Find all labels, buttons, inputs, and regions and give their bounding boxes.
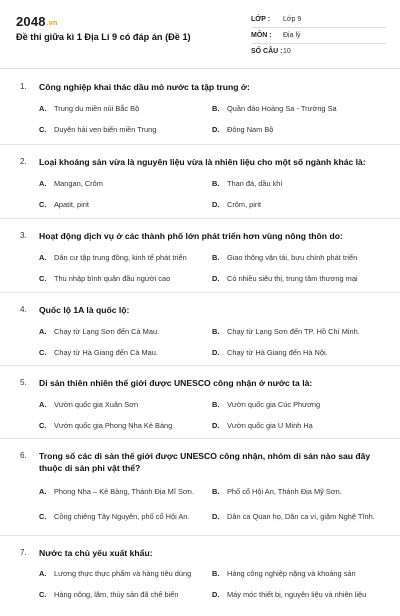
option-text: Duyên hải ven biển miền Trung bbox=[54, 125, 157, 134]
option-text: Phong Nha – Kẻ Bàng, Thánh Địa Mĩ Sơn. bbox=[54, 487, 194, 496]
option-letter: D. bbox=[212, 421, 220, 430]
question-number: 7. bbox=[20, 548, 27, 557]
option-letter: D. bbox=[212, 590, 220, 599]
option-text: Apatit, pirit bbox=[54, 200, 89, 209]
option-a[interactable] bbox=[39, 327, 214, 337]
meta-row-subject bbox=[251, 28, 386, 44]
option-text: Than đá, dầu khí bbox=[227, 179, 283, 188]
option-letter: D. bbox=[212, 200, 220, 209]
option-b[interactable] bbox=[212, 569, 387, 579]
option-d[interactable] bbox=[212, 421, 387, 431]
meta-value: 10 bbox=[283, 48, 291, 55]
option-a[interactable] bbox=[39, 253, 214, 263]
question-7 bbox=[0, 536, 400, 616]
option-b[interactable] bbox=[212, 400, 387, 410]
option-letter: B. bbox=[212, 487, 220, 496]
option-letter: B. bbox=[212, 253, 220, 262]
question-number: 1. bbox=[20, 82, 27, 91]
option-text: Vườn quốc gia Cúc Phương bbox=[227, 400, 321, 409]
option-b[interactable] bbox=[212, 253, 387, 263]
site-logo[interactable] bbox=[16, 14, 57, 29]
option-text: Có nhiều siêu thị, trung tâm thương mại bbox=[227, 274, 358, 283]
option-text: Vườn quốc gia U Minh Hạ bbox=[227, 421, 313, 430]
option-d[interactable] bbox=[212, 506, 377, 528]
meta-row-class bbox=[251, 12, 386, 28]
option-text: Mangan, Crôm bbox=[54, 179, 103, 188]
option-letter: C. bbox=[39, 512, 47, 521]
option-text: Chạy từ Lạng Sơn đến Cà Mau. bbox=[54, 327, 160, 336]
option-text: Đông Nam Bộ bbox=[227, 125, 274, 134]
option-letter: A. bbox=[39, 179, 47, 188]
question-text: Quốc lộ 1A là quốc lộ: bbox=[39, 305, 130, 315]
question-5 bbox=[0, 366, 400, 439]
option-c[interactable] bbox=[39, 200, 214, 210]
option-text: Chạy từ Lạng Sơn đến TP. Hồ Chí Minh. bbox=[227, 327, 360, 336]
option-letter: A. bbox=[39, 104, 47, 113]
option-letter: A. bbox=[39, 487, 47, 496]
option-text: Hàng nông, lâm, thủy sản đã chế biến bbox=[54, 590, 179, 599]
option-b[interactable] bbox=[212, 487, 387, 497]
question-number: 3. bbox=[20, 231, 27, 240]
option-letter: C. bbox=[39, 590, 47, 599]
option-letter: D. bbox=[212, 125, 220, 134]
question-text: Công nghiệp khai thác dầu mỏ nước ta tập trung ở: bbox=[39, 82, 250, 92]
option-text: Giao thông vận tải, bưu chính phát triển bbox=[227, 253, 358, 262]
logo-suffix: .vn bbox=[46, 20, 58, 27]
option-c[interactable] bbox=[39, 125, 214, 135]
option-d[interactable] bbox=[212, 200, 387, 210]
option-letter: B. bbox=[212, 179, 220, 188]
meta-label: LỚP : bbox=[251, 16, 271, 23]
option-letter: B. bbox=[212, 400, 220, 409]
question-number: 6. bbox=[20, 451, 27, 460]
question-1 bbox=[0, 70, 400, 145]
option-text: Chạy từ Hà Giang đến Cà Mau. bbox=[54, 348, 158, 357]
option-text: Máy móc thiết bị, nguyên liệu và nhiên liệu bbox=[227, 590, 367, 599]
option-c[interactable] bbox=[39, 421, 214, 431]
option-b[interactable] bbox=[212, 179, 387, 189]
question-4 bbox=[0, 293, 400, 366]
meta-value: Lớp 9 bbox=[283, 16, 302, 23]
option-text: Trung du miền núi Bắc Bộ bbox=[54, 104, 140, 113]
option-letter: C. bbox=[39, 348, 47, 357]
meta-label: MÔN : bbox=[251, 32, 272, 39]
meta-label: SỐ CÂU : bbox=[251, 48, 283, 55]
question-text: Loại khoáng sản vừa là nguyên liệu vừa là nhiên liệu cho một số ngành khác là: bbox=[39, 157, 366, 167]
question-text: Di sản thiên nhiên thế giới được UNESCO công nhận ở nước ta là: bbox=[39, 378, 313, 388]
option-text: Dân ca Quan họ, Dân ca ví, giặm Nghệ Tĩnh. bbox=[227, 512, 375, 521]
option-d[interactable] bbox=[212, 590, 387, 600]
option-letter: B. bbox=[212, 104, 220, 113]
option-text: Quần đảo Hoàng Sa - Trường Sa bbox=[227, 104, 337, 113]
option-letter: D. bbox=[212, 512, 220, 521]
question-text: Nước ta chủ yếu xuất khẩu: bbox=[39, 548, 153, 558]
exam-title: Đề thi giữa kì 1 Địa Lí 9 có đáp án (Đề 1) bbox=[16, 32, 191, 42]
question-number: 2. bbox=[20, 157, 27, 166]
option-letter: B. bbox=[212, 327, 220, 336]
exam-meta-table bbox=[251, 12, 386, 59]
option-text: Vườn quốc gia Xuân Sơn bbox=[54, 400, 139, 409]
option-letter: C. bbox=[39, 200, 47, 209]
question-3 bbox=[0, 219, 400, 293]
option-text: Vườn quốc gia Phong Nha Kẻ Bàng bbox=[54, 421, 173, 430]
option-a[interactable] bbox=[39, 487, 214, 497]
option-text: Crôm, pirit bbox=[227, 200, 262, 209]
option-text: Hàng công nghiệp nặng và khoáng sản bbox=[227, 569, 356, 578]
question-text: Trong số các di sản thế giới được UNESCO công nhận, nhóm di sản nào sau đây thuộc di sản phi vật thể? bbox=[39, 451, 371, 473]
option-text: Phố cổ Hội An, Thánh Địa Mỹ Sơn. bbox=[227, 487, 342, 496]
option-text: Dân cư tập trung đông, kinh tế phát triển bbox=[54, 253, 187, 262]
option-c[interactable] bbox=[39, 274, 214, 284]
option-a[interactable] bbox=[39, 179, 214, 189]
option-letter: B. bbox=[212, 569, 220, 578]
option-b[interactable] bbox=[212, 327, 387, 337]
option-letter: A. bbox=[39, 253, 47, 262]
question-text: Hoạt động dịch vụ ở các thành phố lớn phát triển hơn vùng nông thôn do: bbox=[39, 231, 343, 241]
question-number: 4. bbox=[20, 305, 27, 314]
option-letter: D. bbox=[212, 274, 220, 283]
option-c[interactable] bbox=[39, 348, 214, 358]
question-6 bbox=[0, 439, 400, 536]
option-text: Thu nhập bình quân đầu người cao bbox=[54, 274, 171, 283]
question-number: 5. bbox=[20, 378, 27, 387]
option-c[interactable] bbox=[39, 590, 214, 600]
option-a[interactable] bbox=[39, 569, 214, 579]
question-list bbox=[0, 70, 400, 616]
question-2 bbox=[0, 145, 400, 219]
option-letter: A. bbox=[39, 569, 47, 578]
meta-value: Địa lý bbox=[283, 32, 301, 39]
logo-main: 2048 bbox=[16, 14, 46, 29]
option-text: Cồng chiêng Tây Nguyên, phố cổ Hội An. bbox=[54, 512, 190, 521]
option-d[interactable] bbox=[212, 348, 387, 358]
option-letter: D. bbox=[212, 348, 220, 357]
option-text: Chạy từ Hà Giang đến Hà Nội. bbox=[227, 348, 328, 357]
option-d[interactable] bbox=[212, 125, 387, 135]
option-text: Lương thực thực phẩm và hàng tiêu dùng bbox=[54, 569, 192, 578]
option-letter: C. bbox=[39, 125, 47, 134]
option-letter: C. bbox=[39, 421, 47, 430]
option-letter: C. bbox=[39, 274, 47, 283]
option-d[interactable] bbox=[212, 274, 387, 284]
page-header bbox=[0, 0, 400, 68]
option-letter: A. bbox=[39, 327, 47, 336]
meta-row-count bbox=[251, 44, 386, 59]
option-a[interactable] bbox=[39, 400, 214, 410]
option-c[interactable] bbox=[39, 512, 214, 522]
option-a[interactable] bbox=[39, 104, 214, 114]
option-b[interactable] bbox=[212, 104, 387, 114]
header-divider bbox=[0, 68, 400, 69]
option-letter: A. bbox=[39, 400, 47, 409]
